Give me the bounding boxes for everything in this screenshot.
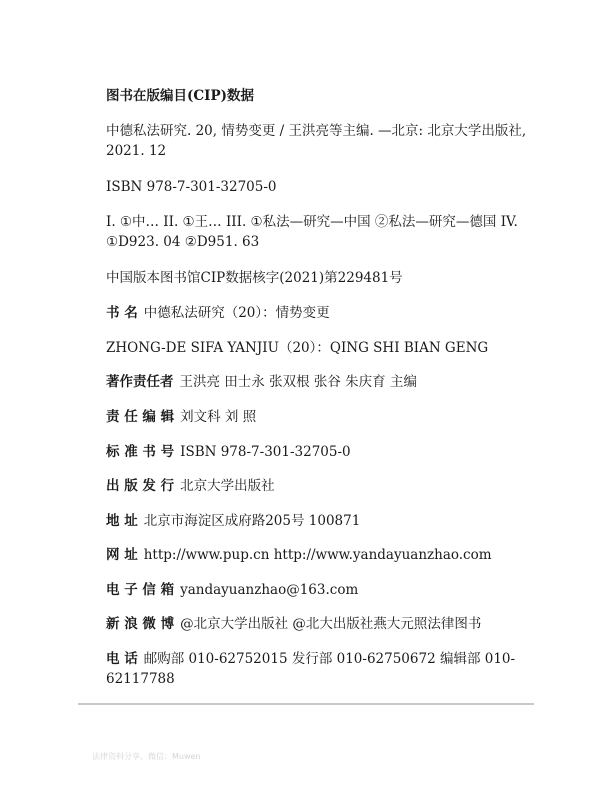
book-title-label: 书 名	[106, 305, 138, 321]
cip-entry: 中德私法研究. 20, 情势变更 / 王洪亮等主编. —北京: 北京大学出版社, 2021. 12	[106, 123, 527, 159]
weibo-label: 新 浪 微 博	[106, 616, 175, 632]
standard-isbn-value: ISBN 978-7-301-32705-0	[180, 444, 351, 460]
authors-value: 王洪亮 田士永 张双根 张谷 朱庆育 主编	[179, 374, 417, 390]
address-value: 北京市海淀区成府路205号 100871	[143, 513, 361, 529]
email-value: yandayuanzhao@163.com	[180, 582, 359, 598]
standard-isbn-row	[106, 442, 546, 462]
authors-row	[106, 372, 546, 392]
publisher-label: 出 版 发 行	[106, 478, 175, 494]
cip-number: 中国版本图书馆CIP数据核字(2021)第229481号	[106, 270, 403, 286]
publisher-value: 北京大学出版社	[180, 478, 275, 494]
editor-row	[106, 407, 546, 427]
website-label: 网 址	[106, 547, 138, 563]
book-title-row	[106, 303, 546, 323]
email-row	[106, 580, 546, 600]
weibo-value: @北京大学出版社 @北大出版社燕大元照法律图书	[180, 616, 482, 632]
cip-isbn: ISBN 978-7-301-32705-0	[106, 179, 277, 195]
pinyin-title: ZHONG-DE SIFA YANJIU（20）：QING SHI BIAN GENG	[106, 340, 489, 356]
address-row	[106, 511, 546, 531]
cip-heading: 图书在版编目(CIP)数据	[106, 88, 254, 104]
editor-label: 责 任 编 辑	[106, 409, 175, 425]
book-title-value: 中德私法研究（20）：情势变更	[143, 305, 330, 321]
cip-classification: I. ①中… II. ①王… III. ①私法—研究—中国 ②私法—研究—德国 IV. ①D923. 04 ②D951. 63	[106, 214, 518, 250]
publisher-row	[106, 476, 546, 496]
phone-label: 电 话	[106, 651, 138, 667]
editor-value: 刘文科 刘 照	[180, 409, 257, 425]
website-row	[106, 545, 546, 565]
email-label: 电 子 信 箱	[106, 582, 175, 598]
watermark-text: 法律资料分享，微信：Muwen	[92, 752, 201, 761]
phone-row	[106, 649, 546, 689]
address-label: 地 址	[106, 513, 138, 529]
phone-value: 邮购部 010-62752015 发行部 010-62750672 编辑部 010-62117788	[106, 651, 516, 687]
website-value: http://www.pup.cn http://www.yandayuanzhao.com	[143, 547, 492, 563]
standard-isbn-label: 标 准 书 号	[106, 444, 175, 460]
authors-label: 著作责任者	[106, 374, 174, 390]
divider	[78, 703, 534, 705]
weibo-row	[106, 614, 546, 634]
